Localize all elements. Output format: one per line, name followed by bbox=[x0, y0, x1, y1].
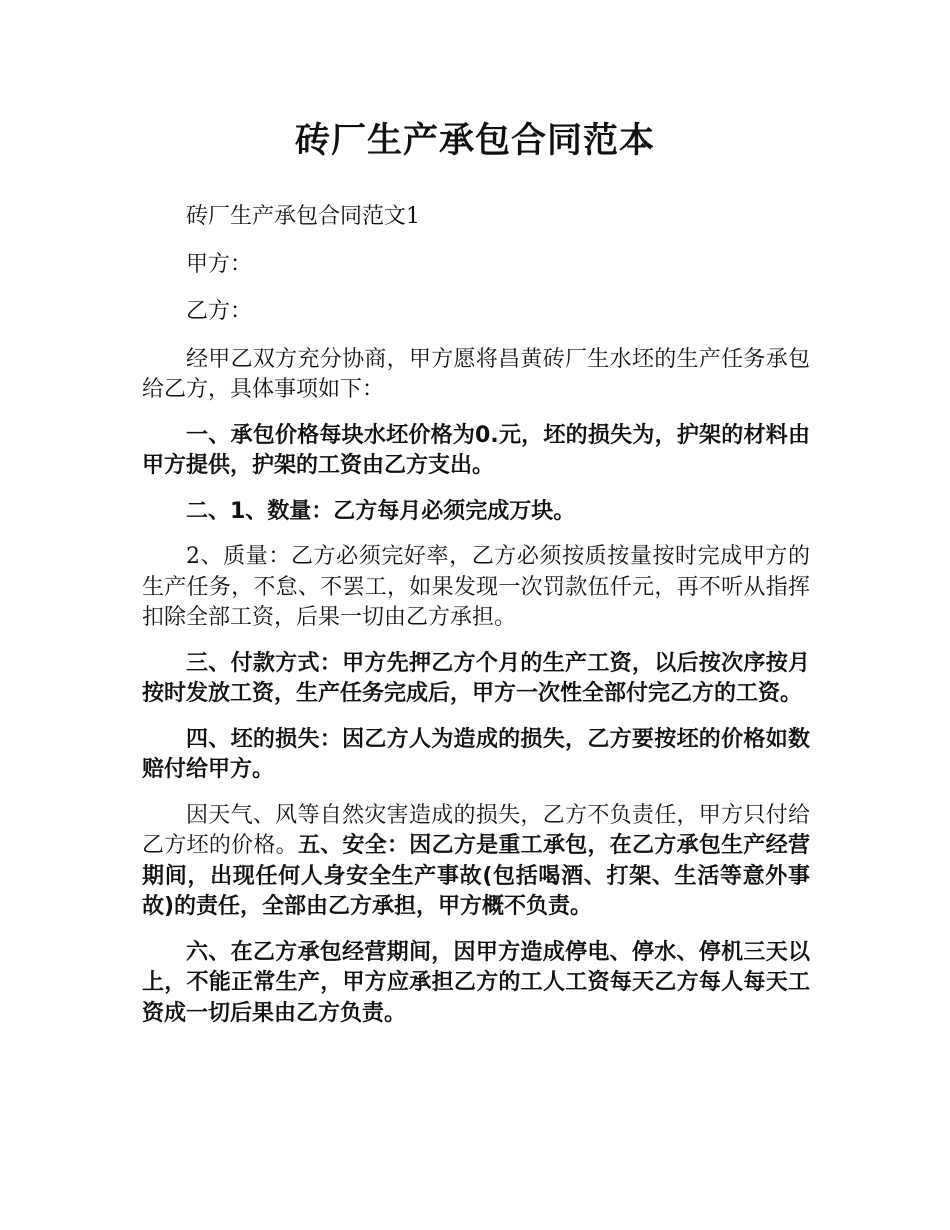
document-body bbox=[142, 202, 810, 1044]
clause-1-paragraph: 一、承包价格每块水坯价格为0.元，坯的损失为，护架的材料由甲方提供，护架的工资由乙方支出。 bbox=[142, 422, 810, 478]
party-b-line: 乙方： bbox=[186, 299, 253, 324]
clause-2-2-paragraph: 2、质量：乙方必须完好率，乙方必须按质按量按时完成甲方的生产任务，不怠、不罢工，如果发现一次罚款伍仟元，再不听从指挥扣除全部工资，后果一切由乙方承担。 bbox=[142, 544, 810, 630]
clause-2-1-paragraph: 二、1、数量：乙方每月必须完成万块。 bbox=[186, 498, 576, 524]
document-title: 砖厂生产承包合同范本 bbox=[294, 121, 655, 161]
clause-4-paragraph: 四、坯的损失：因乙方人为造成的损失，乙方要按坯的价格如数赔付给甲方。 bbox=[142, 726, 810, 782]
intro-paragraph: 经甲乙双方充分协商，甲方愿将昌黄砖厂生水坯的生产任务承包给乙方，具体事项如下： bbox=[142, 346, 810, 402]
clause-4-5-paragraph bbox=[142, 801, 810, 923]
clause-5-text: 五、安全：因乙方是重工承包，在乙方承包生产经营期间，出现任何人身安全生产事故(包括喝酒、打架、生活等意外事故)的责任，全部由乙方承担，甲方概不负责。 bbox=[142, 833, 810, 919]
subtitle-paragraph: 砖厂生产承包合同范文1 bbox=[186, 204, 420, 229]
party-a-line: 甲方： bbox=[186, 251, 253, 277]
clause-6-paragraph: 六、在乙方承包经营期间，因甲方造成停电、停水、停机三天以上，不能正常生产，甲方应承担乙方的工人工资每天乙方每人每天工资成一切后果由乙方负责。 bbox=[142, 939, 810, 1026]
clause-4-note-text: 因天气、风等自然灾害造成的损失，乙方不负责任，甲方只付给乙方坯的价格。 bbox=[142, 802, 810, 858]
clause-3-paragraph: 三、付款方式：甲方先押乙方个月的生产工资，以后按次序按月按时发放工资，生产任务完成后，甲方一次性全部付完乙方的工资。 bbox=[142, 650, 810, 706]
